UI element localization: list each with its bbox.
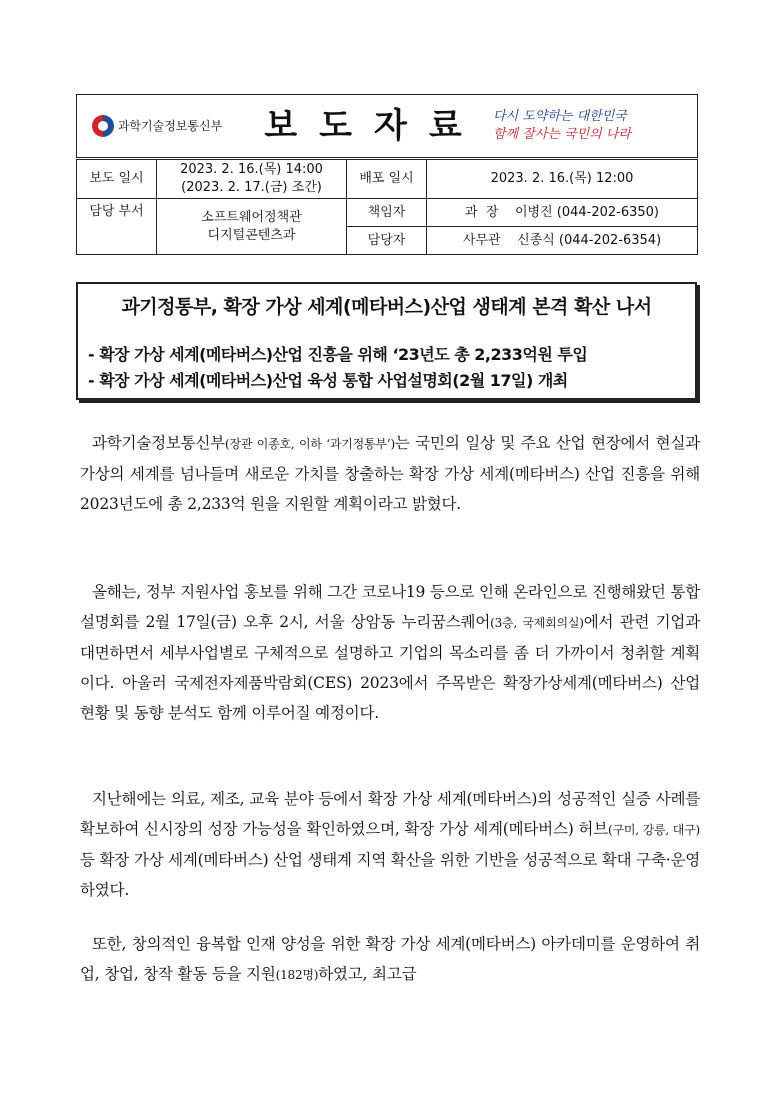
p2-part-c: 에서 관련 기업과 대면하면서 세부사업별로 구체적으로 설명하고 기업의 목소리를 좀 더 가까이서 청취할 계획이다. 아울러 국제전자제품박람회(CES) 2023에서 주목받은 확장가상세계(메타버스) 산업 현황 및 동향 분석도 함께 이루어질 예정이다. — [80, 613, 700, 722]
p2-part-b: (3층, 국제회의실) — [490, 616, 584, 630]
body-paragraph-2 — [80, 577, 700, 728]
embargo-label: 보도 일시 — [77, 159, 157, 199]
headline-box — [76, 282, 697, 400]
release-label: 배포 일시 — [347, 159, 427, 199]
dept-line2: 디지털콘텐츠과 — [207, 227, 296, 243]
p1-part-a: 과학기술정보통신부 — [92, 434, 225, 452]
ministry-name: 과학기술정보통신부 — [117, 119, 223, 133]
embargo-value-line2: (2023. 2. 17.(금) 조간) — [181, 180, 322, 195]
body-paragraph-1 — [80, 428, 700, 519]
p3-part-c: 등 확장 가상 세계(메타버스) 산업 생태계 지역 확산을 위한 기반을 성공적으로 확대 구축·운영하였다. — [80, 851, 700, 899]
p4-part-b: (182명) — [275, 968, 319, 982]
p4-part-c: 하였고, 최고급 — [318, 965, 417, 983]
embargo-value-line1: 2023. 2. 16.(목) 14:00 — [180, 162, 323, 177]
contact-label: 담당자 — [347, 227, 427, 255]
manager-label: 책임자 — [347, 199, 427, 227]
dept-line1: 소프트웨어정책관 — [201, 209, 302, 225]
headline-sub-2: - 확장 가상 세계(메타버스)산업 육성 통합 사업설명회(2월 17일) 개최 — [88, 371, 568, 390]
body-paragraph-3 — [80, 784, 700, 905]
slogan-line-2: 함께 잘사는 국민의 나라 — [493, 127, 631, 142]
manager-value: 과 장 이병진 (044-202-6350) — [427, 199, 698, 227]
p4-part-a: 또한, 창의적인 융복합 인재 양성을 위한 확장 가상 세계(메타버스) 아카데미를 운영하여 취업, 창업, 창작 활동 등을 지원 — [80, 935, 700, 983]
slogan-line-1: 다시 도약하는 대한민국 — [493, 109, 627, 124]
p1-part-b: (장관 이종호, 이하 ‘과기정통부’) — [224, 437, 395, 451]
dept-label: 담당 부서 — [77, 199, 157, 255]
ministry-logo — [77, 115, 237, 137]
government-slogan — [489, 108, 697, 144]
dept-value — [157, 199, 347, 255]
headline-sub-1: - 확장 가상 세계(메타버스)산업 진흥을 위해 ‘23년도 총 2,233억원 투입 — [88, 345, 588, 364]
p3-part-b: (구미, 강릉, 대구) — [607, 823, 700, 837]
p3-part-a: 지난해에는 의료, 제조, 교육 분야 등에서 확장 가상 세계(메타버스)의 성공적인 실증 사례를 확보하여 신시장의 성장 가능성을 확인하였으며, 확장 가상 세계(메타버스) 허브 — [80, 790, 700, 838]
ministry-emblem-icon — [92, 115, 114, 137]
header-table — [76, 94, 698, 255]
p1-part-c: 는 국민의 일상 및 주요 산업 현장에서 현실과 가상의 세계를 넘나들며 새로운 가치를 창출하는 확장 가상 세계(메타버스) 산업 진흥을 위해 2023년도에 총 2,233억 원을 지원할 계획이라고 밝혔다. — [80, 434, 700, 513]
contact-value: 사무관 신종식 (044-202-6354) — [427, 227, 698, 255]
release-value: 2023. 2. 16.(목) 12:00 — [427, 159, 698, 199]
headline-title: 과기정통부, 확장 가상 세계(메타버스)산업 생태계 본격 확산 나서 — [121, 296, 652, 318]
doc-type-title: 보도자료 — [264, 106, 484, 146]
p2-part-a: 올해는, 정부 지원사업 홍보를 위해 그간 코로나19 등으로 인해 온라인으로 진행해왔던 통합설명회를 2월 17일(금) 오후 2시, 서울 상암동 누리꿈스퀘어 — [80, 583, 700, 631]
body-paragraph-4 — [80, 929, 700, 990]
embargo-value — [157, 159, 347, 199]
